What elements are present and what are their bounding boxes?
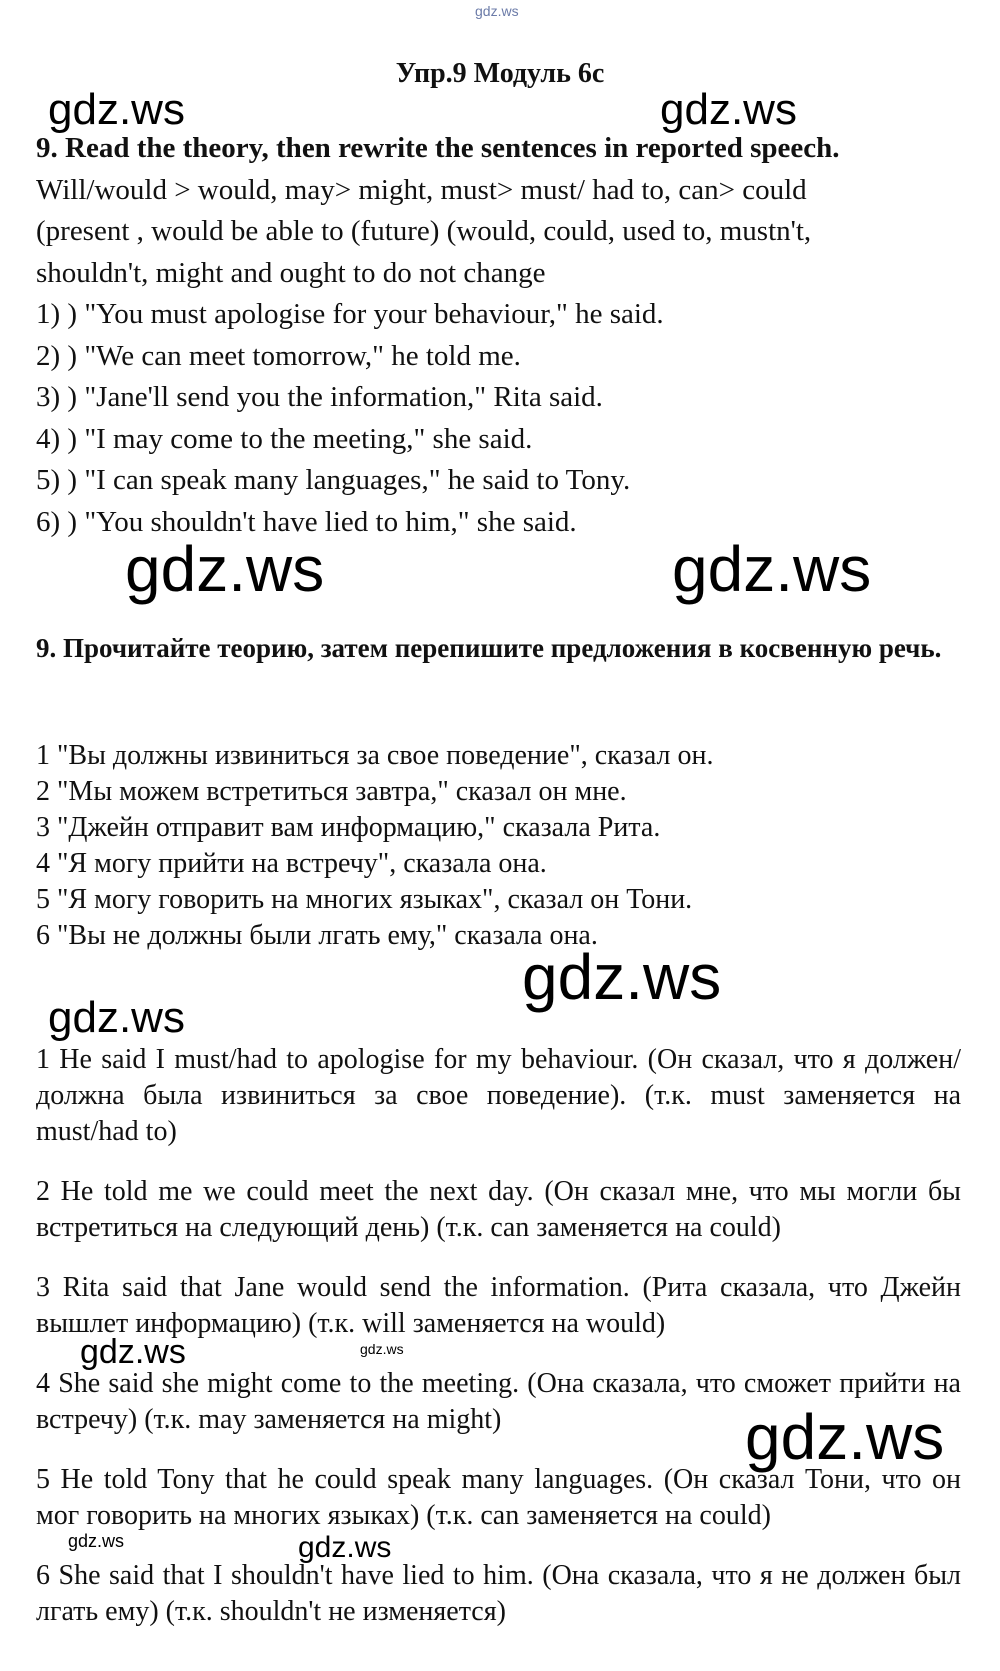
- theory-line: Will/would > would, may> might, must> must/ had to, can> could: [36, 173, 807, 206]
- russian-item: 2 "Мы можем встретиться завтра," сказал он мне.: [36, 776, 627, 807]
- watermark: gdz.ws: [48, 993, 185, 1042]
- russian-task-list: [36, 738, 961, 954]
- watermark: gdz.ws: [125, 533, 325, 605]
- english-item: 6) ) "You shouldn't have lied to him," she said.: [36, 505, 577, 538]
- english-item: 4) ) "I may come to the meeting," she said.: [36, 422, 533, 455]
- watermark: gdz.ws: [48, 85, 185, 134]
- watermark: gdz.ws: [522, 941, 722, 1013]
- english-item: 2) ) "We can meet tomorrow," he told me.: [36, 339, 521, 372]
- watermark: gdz.ws: [80, 1333, 186, 1371]
- watermark: gdz.ws: [360, 1341, 404, 1357]
- watermark: gdz.ws: [475, 3, 519, 19]
- watermark: gdz.ws: [745, 1401, 945, 1473]
- theory-line: (present , would be able to (future) (would, could, used to, mustn't,: [36, 215, 812, 247]
- answer-item: 6 She said that I shouldn't have lied to him. (Она сказала, что я не должен был лгать ему) (т.к. shouldn't не изменяется): [36, 1560, 961, 1627]
- russian-item: 4 "Я могу прийти на встречу", сказала она.: [36, 848, 547, 879]
- watermark: gdz.ws: [68, 1531, 125, 1551]
- english-item: 1) ) "You must apologise for your behaviour," he said.: [36, 298, 664, 330]
- answer-item: 5 He told Tony that he could speak many languages. (Он сказал Тони, что он мог говорить на многих языках) (т.к. can заменяется на could): [36, 1464, 961, 1531]
- russian-item: 3 "Джейн отправит вам информацию," сказала Рита.: [36, 812, 661, 843]
- english-heading: 9. Read the theory, then rewrite the sentences in reported speech.: [36, 132, 840, 164]
- russian-heading: 9. Прочитайте теорию, затем перепишите предложения в косвенную речь.: [36, 633, 942, 663]
- watermark: gdz.ws: [672, 533, 872, 605]
- russian-item: 5 "Я могу говорить на многих языках", сказал он Тони.: [36, 884, 693, 915]
- answer-item: 2 He told me we could meet the next day. (Он сказал мне, что мы могли бы встретиться на следующий день) (т.к. can заменяется на could): [36, 1176, 961, 1243]
- page-title: Упр.9 Модуль 6c: [395, 58, 605, 89]
- russian-item: 6 "Вы не должны были лгать ему," сказала она.: [36, 920, 598, 951]
- answer-item: 3 Rita said that Jane would send the information. (Рита сказала, что Джейн вышлет информацию) (т.к. will заменяется на would): [36, 1272, 961, 1339]
- answer-item: 4 She said she might come to the meeting. (Она сказала, что сможет прийти на встречу) (т.к. may заменяется на might): [36, 1368, 961, 1435]
- theory-line: shouldn't, might and ought to do not change: [36, 256, 546, 289]
- english-task: [36, 128, 966, 543]
- russian-item: 1 "Вы должны извиниться за свое поведение", сказал он.: [36, 740, 714, 771]
- english-item: 3) ) "Jane'll send you the information," Rita said.: [36, 381, 603, 413]
- watermark: gdz.ws: [298, 1531, 392, 1564]
- answer-item: 1 He said I must/had to apologise for my behaviour. (Он сказал, что я должен/должна была извиниться за свое поведение). (т.к. must заменяется на must/had to): [36, 1044, 961, 1147]
- watermark: gdz.ws: [660, 85, 797, 134]
- answers-section: [36, 1042, 961, 1654]
- english-item: 5) ) "I can speak many languages," he said to Tony.: [36, 464, 631, 496]
